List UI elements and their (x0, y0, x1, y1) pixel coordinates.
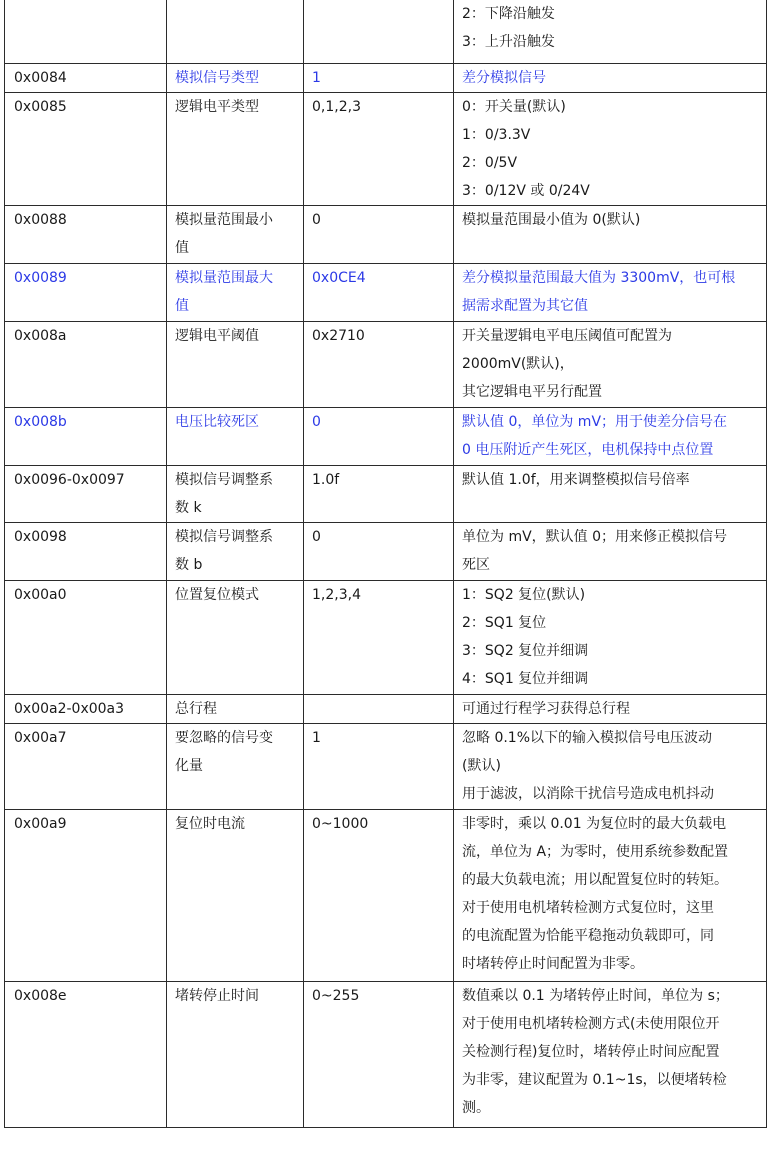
name-text: 复位时电流 (175, 815, 245, 832)
cell-value (304, 321, 454, 407)
description-line: 时堵转停止时间配置为非零。 (462, 955, 644, 972)
cell-description (454, 694, 767, 723)
address-text: 0x0088 (14, 211, 67, 228)
cell-description (454, 522, 767, 580)
name-text: 逻辑电平阈值 (175, 327, 259, 344)
name-text: 数 b (175, 556, 203, 573)
name-text: 逻辑电平类型 (175, 98, 259, 115)
description-line: 的电流配置为恰能平稳拖动负载即可，同 (462, 927, 714, 944)
table-row (5, 63, 767, 92)
cell-description (454, 92, 767, 205)
description-line: 0：开关量(默认) (462, 98, 566, 115)
name-text: 模拟量范围最小 (175, 211, 273, 228)
description-line: 流，单位为 A；为零时，使用系统参数配置 (462, 843, 729, 860)
description-line: 非零时，乘以 0.01 为复位时的最大负载电 (462, 815, 727, 832)
table-row (5, 0, 767, 63)
description-line: 1：SQ2 复位(默认) (462, 586, 586, 603)
cell-address (5, 981, 167, 1127)
name-text: 模拟信号类型 (175, 69, 259, 86)
address-text: 0x008b (14, 413, 67, 430)
description-line: 3：SQ2 复位并细调 (462, 642, 589, 659)
table-row (5, 522, 767, 580)
value-text: 0x2710 (312, 327, 365, 344)
cell-value (304, 981, 454, 1127)
description-line: 关检测行程)复位时，堵转停止时间应配置 (462, 1043, 720, 1060)
value-text: 0,1,2,3 (312, 98, 361, 115)
description-line: 4：SQ1 复位并细调 (462, 670, 589, 687)
cell-description (454, 205, 767, 263)
value-text: 0x0CE4 (312, 269, 366, 286)
cell-name (167, 580, 304, 694)
description-line: 其它逻辑电平另行配置 (462, 383, 602, 400)
address-text: 0x00a9 (14, 815, 67, 832)
cell-value (304, 580, 454, 694)
description-line: 2：下降沿触发 (462, 6, 555, 22)
description-line: 可通过行程学习获得总行程 (462, 700, 630, 717)
cell-description (454, 580, 767, 694)
address-text: 0x00a7 (14, 729, 67, 746)
cell-address (5, 92, 167, 205)
value-text: 0 (312, 413, 321, 430)
description-line: 0 电压附近产生死区，电机保持中点位置 (462, 441, 714, 458)
description-line: 默认值 1.0f，用来调整模拟信号倍率 (462, 471, 690, 488)
table-row (5, 723, 767, 809)
address-text: 0x0098 (14, 528, 67, 545)
description-line: 差分模拟信号 (462, 69, 546, 86)
cell-name (167, 981, 304, 1127)
description-line: 差分模拟量范围最大值为 3300mV，也可根 (462, 269, 736, 286)
cell-name (167, 0, 304, 63)
table-row (5, 205, 767, 263)
address-text: 0x008e (14, 987, 67, 1004)
cell-description (454, 465, 767, 522)
cell-name (167, 92, 304, 205)
cell-value (304, 809, 454, 981)
description-line: 2000mV(默认)， (462, 355, 574, 372)
table-row (5, 981, 767, 1127)
cell-address (5, 723, 167, 809)
address-text: 0x00a2-0x00a3 (14, 700, 125, 717)
description-line: 单位为 mV，默认值 0；用来修正模拟信号 (462, 528, 728, 545)
cell-name (167, 407, 304, 465)
value-text: 0~1000 (312, 815, 369, 832)
table-row (5, 321, 767, 407)
table-row (5, 263, 767, 321)
cell-value (304, 92, 454, 205)
description-line: 测。 (462, 1099, 490, 1116)
cell-name (167, 321, 304, 407)
value-text: 1 (312, 729, 321, 746)
cell-address (5, 522, 167, 580)
table-row (5, 580, 767, 694)
cell-address (5, 580, 167, 694)
cell-name (167, 522, 304, 580)
value-text: 1,2,3,4 (312, 586, 361, 603)
description-line: 为非零，建议配置为 0.1~1s，以便堵转检 (462, 1071, 727, 1088)
description-line: 对于使用电机堵转检测方式复位时，这里 (462, 899, 714, 916)
name-text: 模拟量范围最大 (175, 269, 273, 286)
address-text: 0x0096-0x0097 (14, 471, 125, 488)
description-line: 默认值 0，单位为 mV；用于使差分信号在 (462, 413, 728, 430)
cell-name (167, 723, 304, 809)
cell-description (454, 63, 767, 92)
cell-value (304, 63, 454, 92)
cell-description (454, 407, 767, 465)
name-text: 值 (175, 239, 189, 256)
description-line: 忽略 0.1%以下的输入模拟信号电压波动 (462, 729, 713, 746)
address-text: 0x0085 (14, 98, 67, 115)
cell-value (304, 0, 454, 63)
name-text: 化量 (175, 757, 203, 774)
name-text: 总行程 (175, 700, 217, 717)
address-text: 0x008a (14, 327, 67, 344)
description-line: 2：0/5V (462, 154, 518, 171)
cell-name (167, 63, 304, 92)
cell-address (5, 321, 167, 407)
value-text: 0~255 (312, 987, 360, 1004)
description-line: 开关量逻辑电平电压阈值可配置为 (462, 327, 672, 344)
description-line: 数值乘以 0.1 为堵转停止时间，单位为 s； (462, 987, 729, 1004)
address-text: 0x0089 (14, 269, 67, 286)
name-text: 要忽略的信号变 (175, 729, 273, 746)
address-text: 0x00a0 (14, 586, 67, 603)
cell-address (5, 0, 167, 63)
cell-description (454, 809, 767, 981)
cell-description (454, 0, 767, 63)
name-text: 模拟信号调整系 (175, 528, 273, 545)
name-text: 电压比较死区 (175, 413, 259, 430)
cell-description (454, 321, 767, 407)
cell-value (304, 407, 454, 465)
address-text: 0x0084 (14, 69, 67, 86)
description-line: 对于使用电机堵转检测方式(未使用限位开 (462, 1015, 720, 1032)
cell-address (5, 63, 167, 92)
table-row (5, 407, 767, 465)
cell-description (454, 723, 767, 809)
table-row (5, 465, 767, 522)
description-line: 的最大负载电流；用以配置复位时的转矩。 (462, 871, 728, 888)
cell-address (5, 809, 167, 981)
description-line: 据需求配置为其它值 (462, 297, 588, 314)
parameter-table (4, 0, 767, 1128)
description-line: 死区 (462, 556, 490, 573)
cell-value (304, 263, 454, 321)
name-text: 模拟信号调整系 (175, 471, 273, 488)
name-text: 数 k (175, 499, 202, 516)
table-row (5, 809, 767, 981)
description-line: 模拟量范围最小值为 0(默认) (462, 211, 641, 228)
name-text: 值 (175, 297, 189, 314)
cell-address (5, 465, 167, 522)
table-row (5, 694, 767, 723)
value-text: 0 (312, 528, 321, 545)
cell-value (304, 465, 454, 522)
value-text: 1 (312, 69, 321, 86)
description-line: 3：上升沿触发 (462, 34, 555, 50)
cell-value (304, 694, 454, 723)
description-line: (默认) (462, 757, 501, 774)
description-line: 2：SQ1 复位 (462, 614, 547, 631)
table-row (5, 92, 767, 205)
cell-description (454, 263, 767, 321)
cell-description (454, 981, 767, 1127)
description-line: 用于滤波，以消除干扰信号造成电机抖动 (462, 785, 714, 802)
value-text: 0 (312, 211, 321, 228)
description-line: 1：0/3.3V (462, 126, 531, 143)
description-line: 3：0/12V 或 0/24V (462, 182, 590, 199)
cell-value (304, 723, 454, 809)
cell-name (167, 205, 304, 263)
cell-address (5, 205, 167, 263)
name-text: 位置复位模式 (175, 586, 259, 603)
cell-value (304, 522, 454, 580)
cell-name (167, 465, 304, 522)
cell-address (5, 263, 167, 321)
cell-name (167, 809, 304, 981)
cell-address (5, 407, 167, 465)
cell-name (167, 694, 304, 723)
value-text: 1.0f (312, 471, 340, 488)
cell-value (304, 205, 454, 263)
cell-address (5, 694, 167, 723)
cell-name (167, 263, 304, 321)
name-text: 堵转停止时间 (175, 987, 259, 1004)
